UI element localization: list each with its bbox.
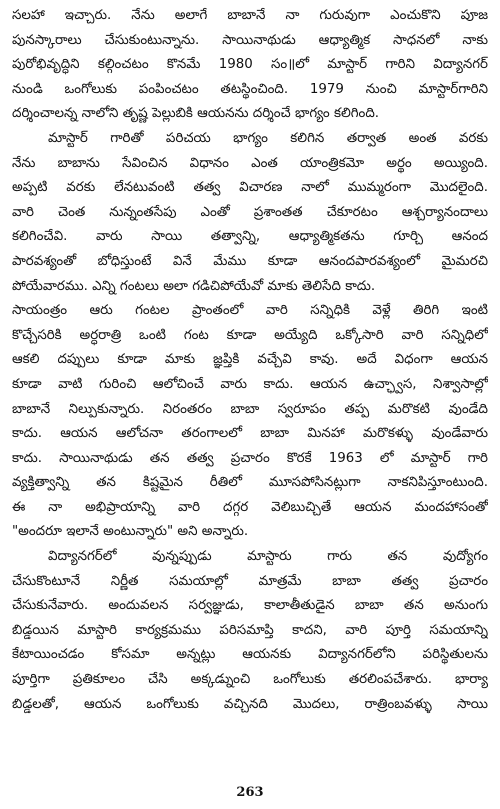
- text-line: ఈ నా అభిప్రాయాన్ని వారి దగ్గర వెలిబుచ్చితే ఆయన మందహాసంతో: [12, 499, 488, 515]
- text-line: దర్శించాలన్న నాలోని తృష్ణ పెల్లుబికి ఆయనను దర్శించే భాగ్యం కలిగింది.: [12, 106, 380, 122]
- text-line: ఆకలి దప్పులు కూడా మాకు జ్ఞప్తికి వచ్చేవి కావు. అదే విధంగా ఆయన: [12, 352, 488, 368]
- text-line: బాబానే నిల్పుకున్నారు. నిరంతరం బాబా స్వరూపం తప్ప మరొకటి వుండేది: [12, 401, 488, 417]
- text-line: పురోభివృద్ధిని కల్గించటం కొనమే 1980 సం॥లో మాస్టార్ గారిని విద్యానగర్: [12, 57, 488, 73]
- text-line: విద్యానగర్‌లో వున్నప్పుడు మాస్టారు గారు తన వుద్యోగం: [48, 549, 488, 565]
- text-line: కాదు. ఆయన ఆలోచనా తరంగాలలో బాబా మినహా మరొకళ్ళు వుండేవారు: [12, 426, 488, 442]
- text-line: కొచ్చేసరికి అర్ధరాత్రి ఒంటి గంట కూడా అయ్యేది ఒక్కోసారి వారి సన్నిధిలో: [12, 327, 488, 343]
- text-line: నుండి ఒంగోలుకు పంపించటం తటస్థించింది. 1979 నుంచి మాస్టార్‌గారిని: [12, 81, 488, 97]
- body-text: [12, 4, 488, 717]
- text-line: పునస్కారాలు చేసుకుంటున్నాను. సాయినాథుడు ఆధ్యాత్మిక సాధనలో నాకు: [12, 32, 488, 48]
- text-line: "అందరూ ఇలానే అంటున్నారు" అని అన్నారు.: [12, 524, 249, 540]
- text-line: పూర్తిగా ప్రతికూలం చేసి అక్కడ్నుంచి ఒంగోలుకు తరలింపచేశారు. భార్యా: [12, 672, 488, 688]
- page-number: 263: [236, 785, 264, 800]
- text-line: సాయంత్రం ఆరు గంటల ప్రాంతంలో వారి సన్నిధికి వెళ్లే తిరిగి ఇంటి: [12, 303, 488, 319]
- text-line: కూడా వాటి గురించి ఆలోచించే వారు కాదు. ఆయన ఉచ్ఛ్వాస, నిశ్వాసాల్లో: [12, 376, 488, 392]
- text-line: నేను బాబాను సేవించిన విధానం ఎంత యాంత్రికమో అర్థం అయ్యింది.: [12, 155, 488, 171]
- text-line: చేసుకునేవారు. అందువలన సర్వజ్ఞుడు, కాలాతీతుడైన బాబా తన అనుంగు: [12, 598, 488, 614]
- text-line: అప్పటి వరకు లేనటువంటి తత్వ విచారణ నాలో ముమ్మరంగా మొదలైంది.: [12, 180, 488, 196]
- text-line: సలహా ఇచ్చారు. నేను అలాగే బాబానే నా గురువుగా ఎంచుకొని పూజ: [12, 8, 488, 23]
- text-line: కలిగించేవి. వారు సాయి తత్వాన్ని, ఆధ్యాత్మికతను గూర్చి ఆనంద: [12, 229, 488, 245]
- text-line: వ్యక్తిత్వాన్ని తన కిష్టమైన రీతిలో మూసపోసినట్లుగా నాకనిపిస్తూంటుంది.: [12, 475, 488, 491]
- text-line: చేసుకొంటూనే నిర్ణీత సమయాల్లో మాత్రమే బాబా తత్వ ప్రచారం: [12, 573, 488, 589]
- text-line: బిడ్డయిన మాస్టారి కార్యక్రమము పరిసమాప్తి కాదని, వారి పూర్తి సమయాన్ని: [12, 622, 488, 638]
- text-line: పోయేవారము. ఎన్ని గంటలు అలా గడిచిపోయేవో మాకు తెలిసేది కాదు.: [12, 278, 376, 294]
- text-line: బిడ్డలతో, ఆయన ఒంగోలుకు వచ్చినది మొదలు, రాత్రింబవళ్ళు సాయి: [12, 696, 488, 712]
- text-line: వారి చెంత నున్నంతసేపు ఎంతో ప్రశాంతత చేకూరటం ఆశ్చర్యానందాలు: [12, 204, 488, 220]
- text-line: కేటాయించడం కోసమా అన్నట్లు ఆయనకు విద్యానగర్‌లోని పరిస్థితులను: [12, 647, 488, 663]
- text-line: కాదు. సాయినాథుడు తన తత్వ ప్రచారం కొరకే 1963 లో మాస్టార్ గారి: [12, 450, 488, 466]
- text-line: పారవశ్యంతో బోధిస్తుంటే వినే మేము కూడా ఆనందపారవశ్యంలో మైమరచి: [12, 253, 488, 269]
- text-line: మాస్టార్ గారితో పరిచయ భాగ్యం కలిగిన తర్వాత అంత వరకు: [48, 130, 488, 146]
